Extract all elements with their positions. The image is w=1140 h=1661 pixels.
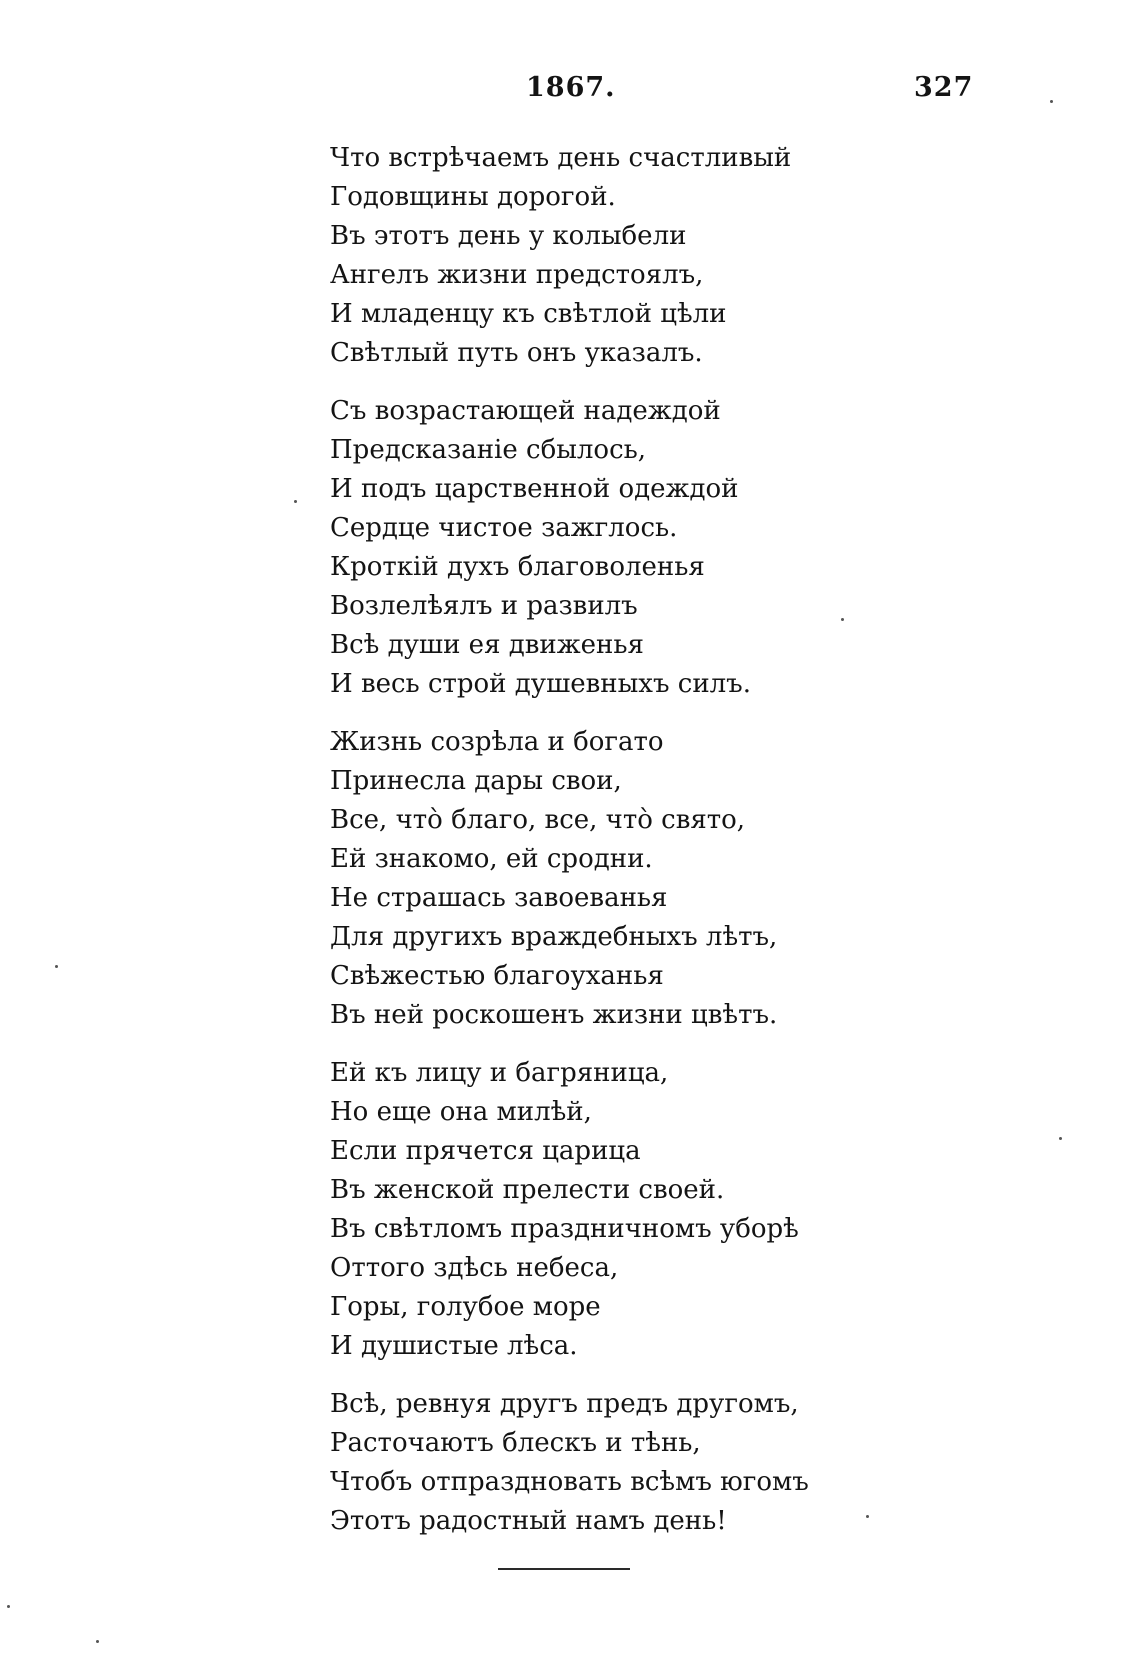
poem-line: И душистые лѣса.	[330, 1331, 578, 1361]
poem-line: Свѣжестью благоуханья	[330, 961, 664, 991]
poem-line: Въ этотъ день у колыбели	[330, 221, 687, 251]
poem-line: Въ женской прелести своей.	[330, 1175, 725, 1205]
poem-line: И весь строй душевныхъ силъ.	[330, 669, 751, 699]
poem-line: И младенцу къ свѣтлой цѣли	[330, 299, 727, 329]
scan-speck	[1059, 1137, 1062, 1140]
scan-speck	[96, 1640, 99, 1643]
poem-line: Оттого здѣсь небеса,	[330, 1253, 619, 1283]
poem-line: Расточаютъ блескъ и тѣнь,	[330, 1428, 701, 1458]
end-rule-divider	[498, 1568, 630, 1570]
poem-line: Съ возрастающей надеждой	[330, 396, 721, 426]
poem-line: Горы, голубое море	[330, 1292, 601, 1322]
poem-line: Что встрѣчаемъ день счастливый	[330, 143, 792, 173]
poem-line: Сердце чистое зажглось.	[330, 513, 678, 543]
poem-line: Всѣ, ревнуя другъ предъ другомъ,	[330, 1389, 799, 1419]
poem-line: Все, что̀ благо, все, что̀ свято,	[330, 805, 746, 835]
poem-line: Годовщины дорогой.	[330, 182, 616, 212]
poem-line: Не страшась завоеванья	[330, 883, 668, 913]
poem-line: Въ ней роскошенъ жизни цвѣтъ.	[330, 1000, 778, 1030]
poem-body	[330, 139, 950, 1560]
stanza-5	[330, 1385, 950, 1541]
poem-line: Всѣ души ея движенья	[330, 630, 644, 660]
poem-line: Кроткій духъ благоволенья	[330, 552, 705, 582]
scan-speck	[55, 965, 58, 968]
poem-line: Возлелѣялъ и развилъ	[330, 591, 638, 621]
poem-line: И подъ царственной одеждой	[330, 474, 739, 504]
stanza-1	[330, 139, 950, 373]
scan-speck	[866, 1515, 869, 1518]
poem-line: Этотъ радостный намъ день!	[330, 1506, 727, 1536]
poem-line: Въ свѣтломъ праздничномъ уборѣ	[330, 1214, 799, 1244]
header-year: 1867.	[526, 72, 616, 103]
poem-line: Предсказаніе сбылось,	[330, 435, 647, 465]
poem-line: Чтобъ отпраздновать всѣмъ югомъ	[330, 1467, 809, 1497]
stanza-3	[330, 723, 950, 1035]
poem-line: Ей знакомо, ей сродни.	[330, 844, 653, 874]
stanza-4	[330, 1054, 950, 1366]
page-number: 327	[914, 72, 974, 103]
poem-line: Ей къ лицу и багряница,	[330, 1058, 669, 1088]
scan-speck	[1050, 100, 1053, 103]
poem-line: Принесла дары свои,	[330, 766, 622, 796]
scan-speck	[7, 1605, 10, 1608]
poem-line: Для другихъ враждебныхъ лѣтъ,	[330, 922, 778, 952]
poem-line: Если прячется царица	[330, 1136, 641, 1166]
scan-speck	[294, 500, 297, 503]
poem-line: Ангелъ жизни предстоялъ,	[330, 260, 704, 290]
stanza-2	[330, 392, 950, 704]
scan-speck	[841, 618, 844, 621]
poem-line: Жизнь созрѣла и богато	[330, 727, 664, 757]
poem-line: Но еще она милѣй,	[330, 1097, 592, 1127]
poem-line: Свѣтлый путь онъ указалъ.	[330, 338, 703, 368]
